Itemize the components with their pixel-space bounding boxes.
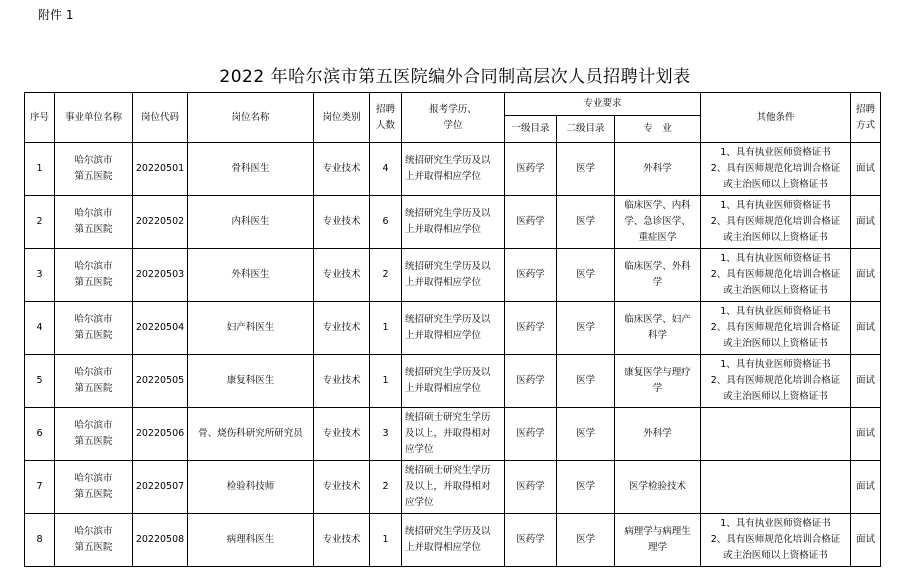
cell-index: 3 <box>25 249 55 302</box>
table-body <box>25 143 881 567</box>
cell-quota: 6 <box>370 196 402 249</box>
cell-index: 6 <box>25 408 55 461</box>
cell-post-name: 内科医生 <box>188 196 314 249</box>
header-other: 其他条件 <box>701 93 851 143</box>
cell-post-code: 20220502 <box>133 196 188 249</box>
cell-unit: 哈尔滨市 第五医院 <box>55 461 133 514</box>
table-row <box>25 196 881 249</box>
cell-major-level1: 医药学 <box>505 461 557 514</box>
cell-education: 统招硕士研究生学历 及以上，并取得相对 应学位 <box>402 408 505 461</box>
cell-post-type: 专业技术 <box>314 249 370 302</box>
cell-other <box>701 461 851 514</box>
cell-major-level2: 医学 <box>557 302 615 355</box>
cell-unit: 哈尔滨市 第五医院 <box>55 514 133 567</box>
cell-major-level2: 医学 <box>557 143 615 196</box>
cell-major: 医学检验技术 <box>615 461 701 514</box>
cell-post-type: 专业技术 <box>314 355 370 408</box>
cell-major: 病理学与病理生 理学 <box>615 514 701 567</box>
cell-post-name: 检验科技师 <box>188 461 314 514</box>
cell-major-level1: 医药学 <box>505 249 557 302</box>
cell-post-type: 专业技术 <box>314 461 370 514</box>
cell-post-type: 专业技术 <box>314 143 370 196</box>
cell-post-code: 20220505 <box>133 355 188 408</box>
cell-method: 面试 <box>851 249 881 302</box>
cell-index: 8 <box>25 514 55 567</box>
cell-quota: 2 <box>370 249 402 302</box>
cell-major-level2: 医学 <box>557 249 615 302</box>
cell-post-type: 专业技术 <box>314 408 370 461</box>
cell-major-level1: 医药学 <box>505 408 557 461</box>
header-unit: 事业单位名称 <box>55 93 133 143</box>
cell-post-code: 20220501 <box>133 143 188 196</box>
cell-post-name: 骨科医生 <box>188 143 314 196</box>
cell-quota: 3 <box>370 408 402 461</box>
cell-major-level2: 医学 <box>557 461 615 514</box>
cell-major-level2: 医学 <box>557 408 615 461</box>
cell-major: 康复医学与理疗 学 <box>615 355 701 408</box>
cell-other <box>701 408 851 461</box>
cell-major: 临床医学、妇产 科学 <box>615 302 701 355</box>
cell-other: 1、具有执业医师资格证书 2、具有医师规范化培训合格证 或主治医师以上资格证书 <box>701 196 851 249</box>
cell-education: 统招研究生学历及以 上并取得相应学位 <box>402 355 505 408</box>
table-row <box>25 408 881 461</box>
cell-unit: 哈尔滨市 第五医院 <box>55 408 133 461</box>
header-index: 序号 <box>25 93 55 143</box>
cell-method: 面试 <box>851 143 881 196</box>
cell-unit: 哈尔滨市 第五医院 <box>55 196 133 249</box>
header-education: 报考学历、 学位 <box>402 93 505 143</box>
cell-education: 统招研究生学历及以 上并取得相应学位 <box>402 302 505 355</box>
cell-method: 面试 <box>851 302 881 355</box>
cell-post-type: 专业技术 <box>314 196 370 249</box>
header-post-code: 岗位代码 <box>133 93 188 143</box>
header-major-level1: 一级目录 <box>505 116 557 143</box>
cell-major: 外科学 <box>615 143 701 196</box>
table-row <box>25 461 881 514</box>
cell-post-type: 专业技术 <box>314 302 370 355</box>
cell-method: 面试 <box>851 196 881 249</box>
cell-post-code: 20220508 <box>133 514 188 567</box>
cell-major-level1: 医药学 <box>505 196 557 249</box>
cell-index: 5 <box>25 355 55 408</box>
cell-major-level2: 医学 <box>557 514 615 567</box>
cell-post-code: 20220504 <box>133 302 188 355</box>
cell-post-name: 康复科医生 <box>188 355 314 408</box>
cell-major: 临床医学、外科 学 <box>615 249 701 302</box>
cell-quota: 4 <box>370 143 402 196</box>
cell-major-level2: 医学 <box>557 355 615 408</box>
cell-post-name: 病理科医生 <box>188 514 314 567</box>
cell-education: 统招研究生学历及以 上并取得相应学位 <box>402 143 505 196</box>
cell-quota: 1 <box>370 514 402 567</box>
cell-index: 4 <box>25 302 55 355</box>
cell-post-code: 20220507 <box>133 461 188 514</box>
cell-education: 统招研究生学历及以 上并取得相应学位 <box>402 514 505 567</box>
table-row <box>25 249 881 302</box>
recruitment-plan-table <box>24 92 881 567</box>
cell-quota: 1 <box>370 355 402 408</box>
cell-other: 1、具有执业医师资格证书 2、具有医师规范化培训合格证 或主治医师以上资格证书 <box>701 355 851 408</box>
cell-method: 面试 <box>851 355 881 408</box>
cell-major: 临床医学、内科 学、急诊医学、 重症医学 <box>615 196 701 249</box>
cell-education: 统招研究生学历及以 上并取得相应学位 <box>402 196 505 249</box>
cell-major-level1: 医药学 <box>505 302 557 355</box>
cell-index: 7 <box>25 461 55 514</box>
cell-unit: 哈尔滨市 第五医院 <box>55 249 133 302</box>
cell-major-level1: 医药学 <box>505 355 557 408</box>
cell-major-level2: 医学 <box>557 196 615 249</box>
header-post-name: 岗位名称 <box>188 93 314 143</box>
table-row <box>25 355 881 408</box>
cell-post-code: 20220503 <box>133 249 188 302</box>
cell-post-name: 外科医生 <box>188 249 314 302</box>
header-major-group: 专业要求 <box>505 93 701 116</box>
cell-unit: 哈尔滨市 第五医院 <box>55 143 133 196</box>
header-major: 专 业 <box>615 116 701 143</box>
cell-unit: 哈尔滨市 第五医院 <box>55 355 133 408</box>
cell-quota: 2 <box>370 461 402 514</box>
cell-quota: 1 <box>370 302 402 355</box>
cell-major: 外科学 <box>615 408 701 461</box>
cell-other: 1、具有执业医师资格证书 2、具有医师规范化培训合格证 或主治医师以上资格证书 <box>701 249 851 302</box>
cell-other: 1、具有执业医师资格证书 2、具有医师规范化培训合格证 或主治医师以上资格证书 <box>701 302 851 355</box>
cell-index: 2 <box>25 196 55 249</box>
cell-education: 统招研究生学历及以 上并取得相应学位 <box>402 249 505 302</box>
page-title: 2022 年哈尔滨市第五医院编外合同制高层次人员招聘计划表 <box>219 67 691 87</box>
table-row <box>25 143 881 196</box>
cell-method: 面试 <box>851 461 881 514</box>
header-post-type: 岗位类别 <box>314 93 370 143</box>
cell-education: 统招硕士研究生学历 及以上，并取得相对 应学位 <box>402 461 505 514</box>
table-row <box>25 302 881 355</box>
cell-index: 1 <box>25 143 55 196</box>
cell-method: 面试 <box>851 514 881 567</box>
cell-other: 1、具有执业医师资格证书 2、具有医师规范化培训合格证 或主治医师以上资格证书 <box>701 514 851 567</box>
cell-major-level1: 医药学 <box>505 514 557 567</box>
cell-post-code: 20220506 <box>133 408 188 461</box>
cell-post-name: 骨、烧伤科研究所研究员 <box>188 408 314 461</box>
table-row <box>25 514 881 567</box>
attachment-label: 附件 1 <box>38 8 74 22</box>
header-method: 招聘 方式 <box>851 93 881 143</box>
cell-method: 面试 <box>851 408 881 461</box>
cell-unit: 哈尔滨市 第五医院 <box>55 302 133 355</box>
cell-post-type: 专业技术 <box>314 514 370 567</box>
header-quota: 招聘 人数 <box>370 93 402 143</box>
cell-post-name: 妇产科医生 <box>188 302 314 355</box>
header-major-level2: 二级目录 <box>557 116 615 143</box>
cell-major-level1: 医药学 <box>505 143 557 196</box>
cell-other: 1、具有执业医师资格证书 2、具有医师规范化培训合格证 或主治医师以上资格证书 <box>701 143 851 196</box>
